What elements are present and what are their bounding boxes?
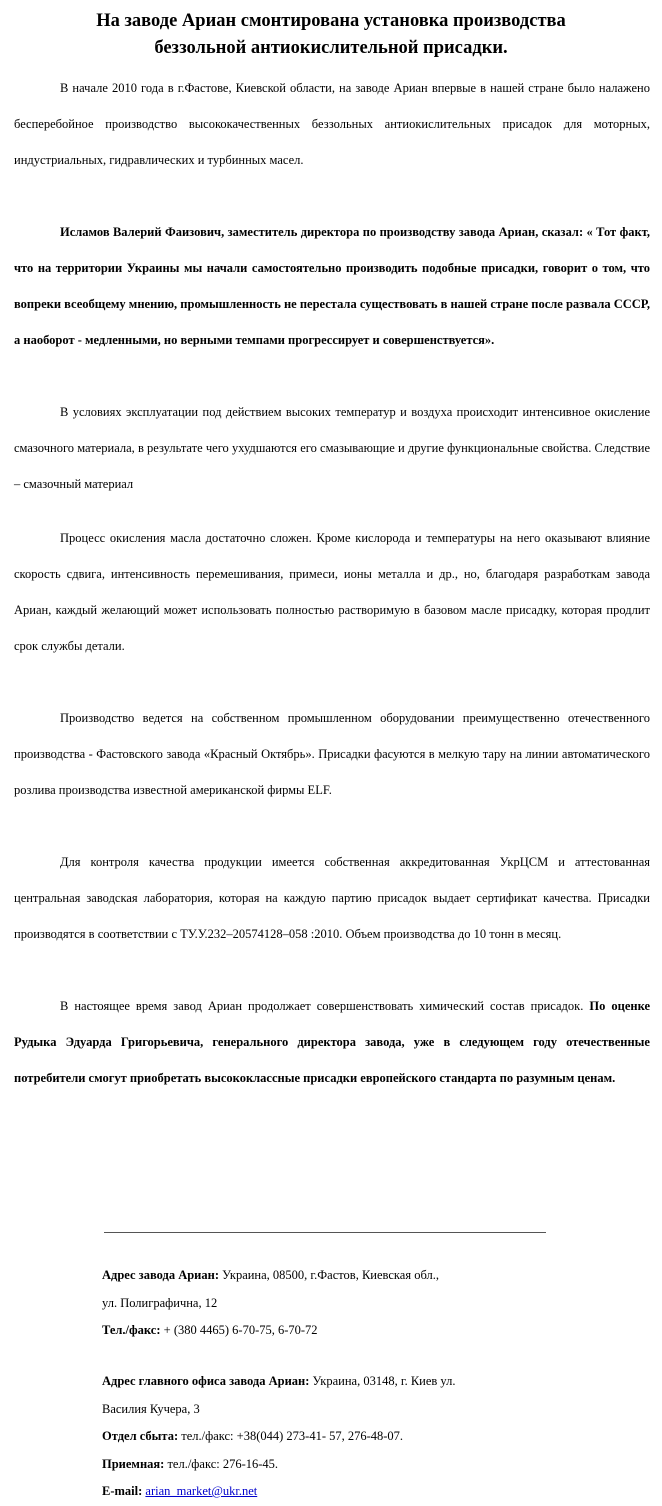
factory-address-line: [102, 1262, 622, 1290]
page-title: [12, 8, 650, 62]
office-address-line: [102, 1368, 622, 1396]
email-link[interactable]: arian_market@ukr.net: [145, 1484, 258, 1498]
sales-label: Отдел сбыта:: [102, 1429, 179, 1443]
title-line-2: беззольной антиокислительной присадки.: [154, 38, 508, 58]
office-street: Василия Кучера, 3: [102, 1401, 200, 1416]
factory-phone-line: [102, 1317, 622, 1345]
paragraph-process-text: Процесс окисления масла достаточно сложен. Кроме кислорода и температуры на него оказывают влияние скорость сдвига, интенсивность перемешивания, примеси, ионы металла и др., но, благодаря разработкам завода Ариан, каждый желающий может использовать полностью растворимую в базовом масле присадку, которая продлит срок службы детали.: [14, 531, 650, 653]
reception-value: тел./факс: 276-16-45.: [167, 1456, 279, 1471]
office-address-value: Украина, 03148, г. Киев ул.: [312, 1374, 456, 1388]
paragraph-quality-text: Для контроля качества продукции имеется собственная аккредитованная УкрЦСМ и аттестованная центральная заводская лаборатория, которая на каждую партию присадок выдает сертификат качества. Присадки производятся в соответствии с ТУ.У.232–20574128–058 :2010. Объем производства до 10 тонн в месяц.: [14, 855, 650, 941]
email-label: E-mail:: [102, 1484, 143, 1498]
paragraph-quote: [14, 214, 650, 358]
paragraph-intro: [14, 70, 650, 178]
paragraph-process: [14, 520, 650, 664]
factory-address-value: Украина, 08500, г.Фастов, Киевская обл.,: [222, 1268, 439, 1282]
paragraph-oxidation: [14, 394, 650, 502]
reception-label: Приемная:: [102, 1456, 165, 1471]
office-address-block: [102, 1368, 622, 1506]
quote-author: Исламов Валерий Фаизович,: [60, 225, 225, 239]
paragraph-oxidation-text: В условиях эксплуатации под действием высоких температур и воздуха происходит интенсивное окисление смазочного материала, в результате чего ухудшаются его смазывающие и другие функциональные свойства. Следствие – смазочный материал: [14, 405, 650, 491]
paragraph-production: [14, 700, 650, 808]
factory-phone-value: + (380 4465) 6-70-75, 6-70-72: [163, 1323, 318, 1337]
sales-value: тел./факс: +38(044) 273-41- 57, 276-48-07.: [181, 1429, 404, 1443]
title-line-1: На заводе Ариан смонтирована установка производства: [96, 11, 566, 31]
paragraph-production-text: Производство ведется на собственном промышленном оборудовании преимущественно отечественного производства - Фастовского завода «Красный Октябрь». Присадки фасуются в мелкую тару на линии автоматического розлива производства известной американской фирмы ELF.: [14, 711, 650, 797]
quote-text: заместитель директора по производству завода Ариан, сказал: « Тот факт, что на территории Украины мы начали самостоятельно производить подобные присадки, говорит о том, что вопреки всеобщему мнению, промышленность не перестала существовать в нашей стране после развала СССР, а наоборот - медленными, но верными темпами прогрессирует и совершенствуется».: [14, 225, 650, 347]
sales-line: [102, 1423, 622, 1451]
paragraph-quality: [14, 844, 650, 952]
factory-phone-label: Тел./факс:: [102, 1323, 161, 1337]
reception-line: [102, 1451, 622, 1479]
factory-address-block: [102, 1262, 622, 1345]
paragraph-future-text-b: По оценке Рудыка Эдуарда Григорьевича, генерального директора завода, уже в следующем году отечественные потребители смогут приобретать высококлассные присадки европейского стандарта по разумным ценам.: [14, 999, 651, 1085]
email-line: [102, 1478, 622, 1506]
section-divider: [104, 1232, 546, 1233]
paragraph-intro-text: В начале 2010 года в г.Фастове, Киевской области, на заводе Ариан впервые в нашей стране было налажено бесперебойное производство высококачественных беззольных антиокислительных присадок для моторных, индустриальных, гидравлических и турбинных масел.: [14, 81, 650, 167]
factory-address-label: Адрес завода Ариан:: [102, 1268, 219, 1282]
office-address-label: Адрес главного офиса завода Ариан:: [102, 1374, 310, 1388]
paragraph-future-text-a: В настоящее время завод Ариан продолжает совершенствовать химический состав присадок.: [60, 999, 584, 1013]
factory-street: ул. Полиграфична, 12: [102, 1295, 218, 1310]
paragraph-future: [14, 988, 650, 1096]
